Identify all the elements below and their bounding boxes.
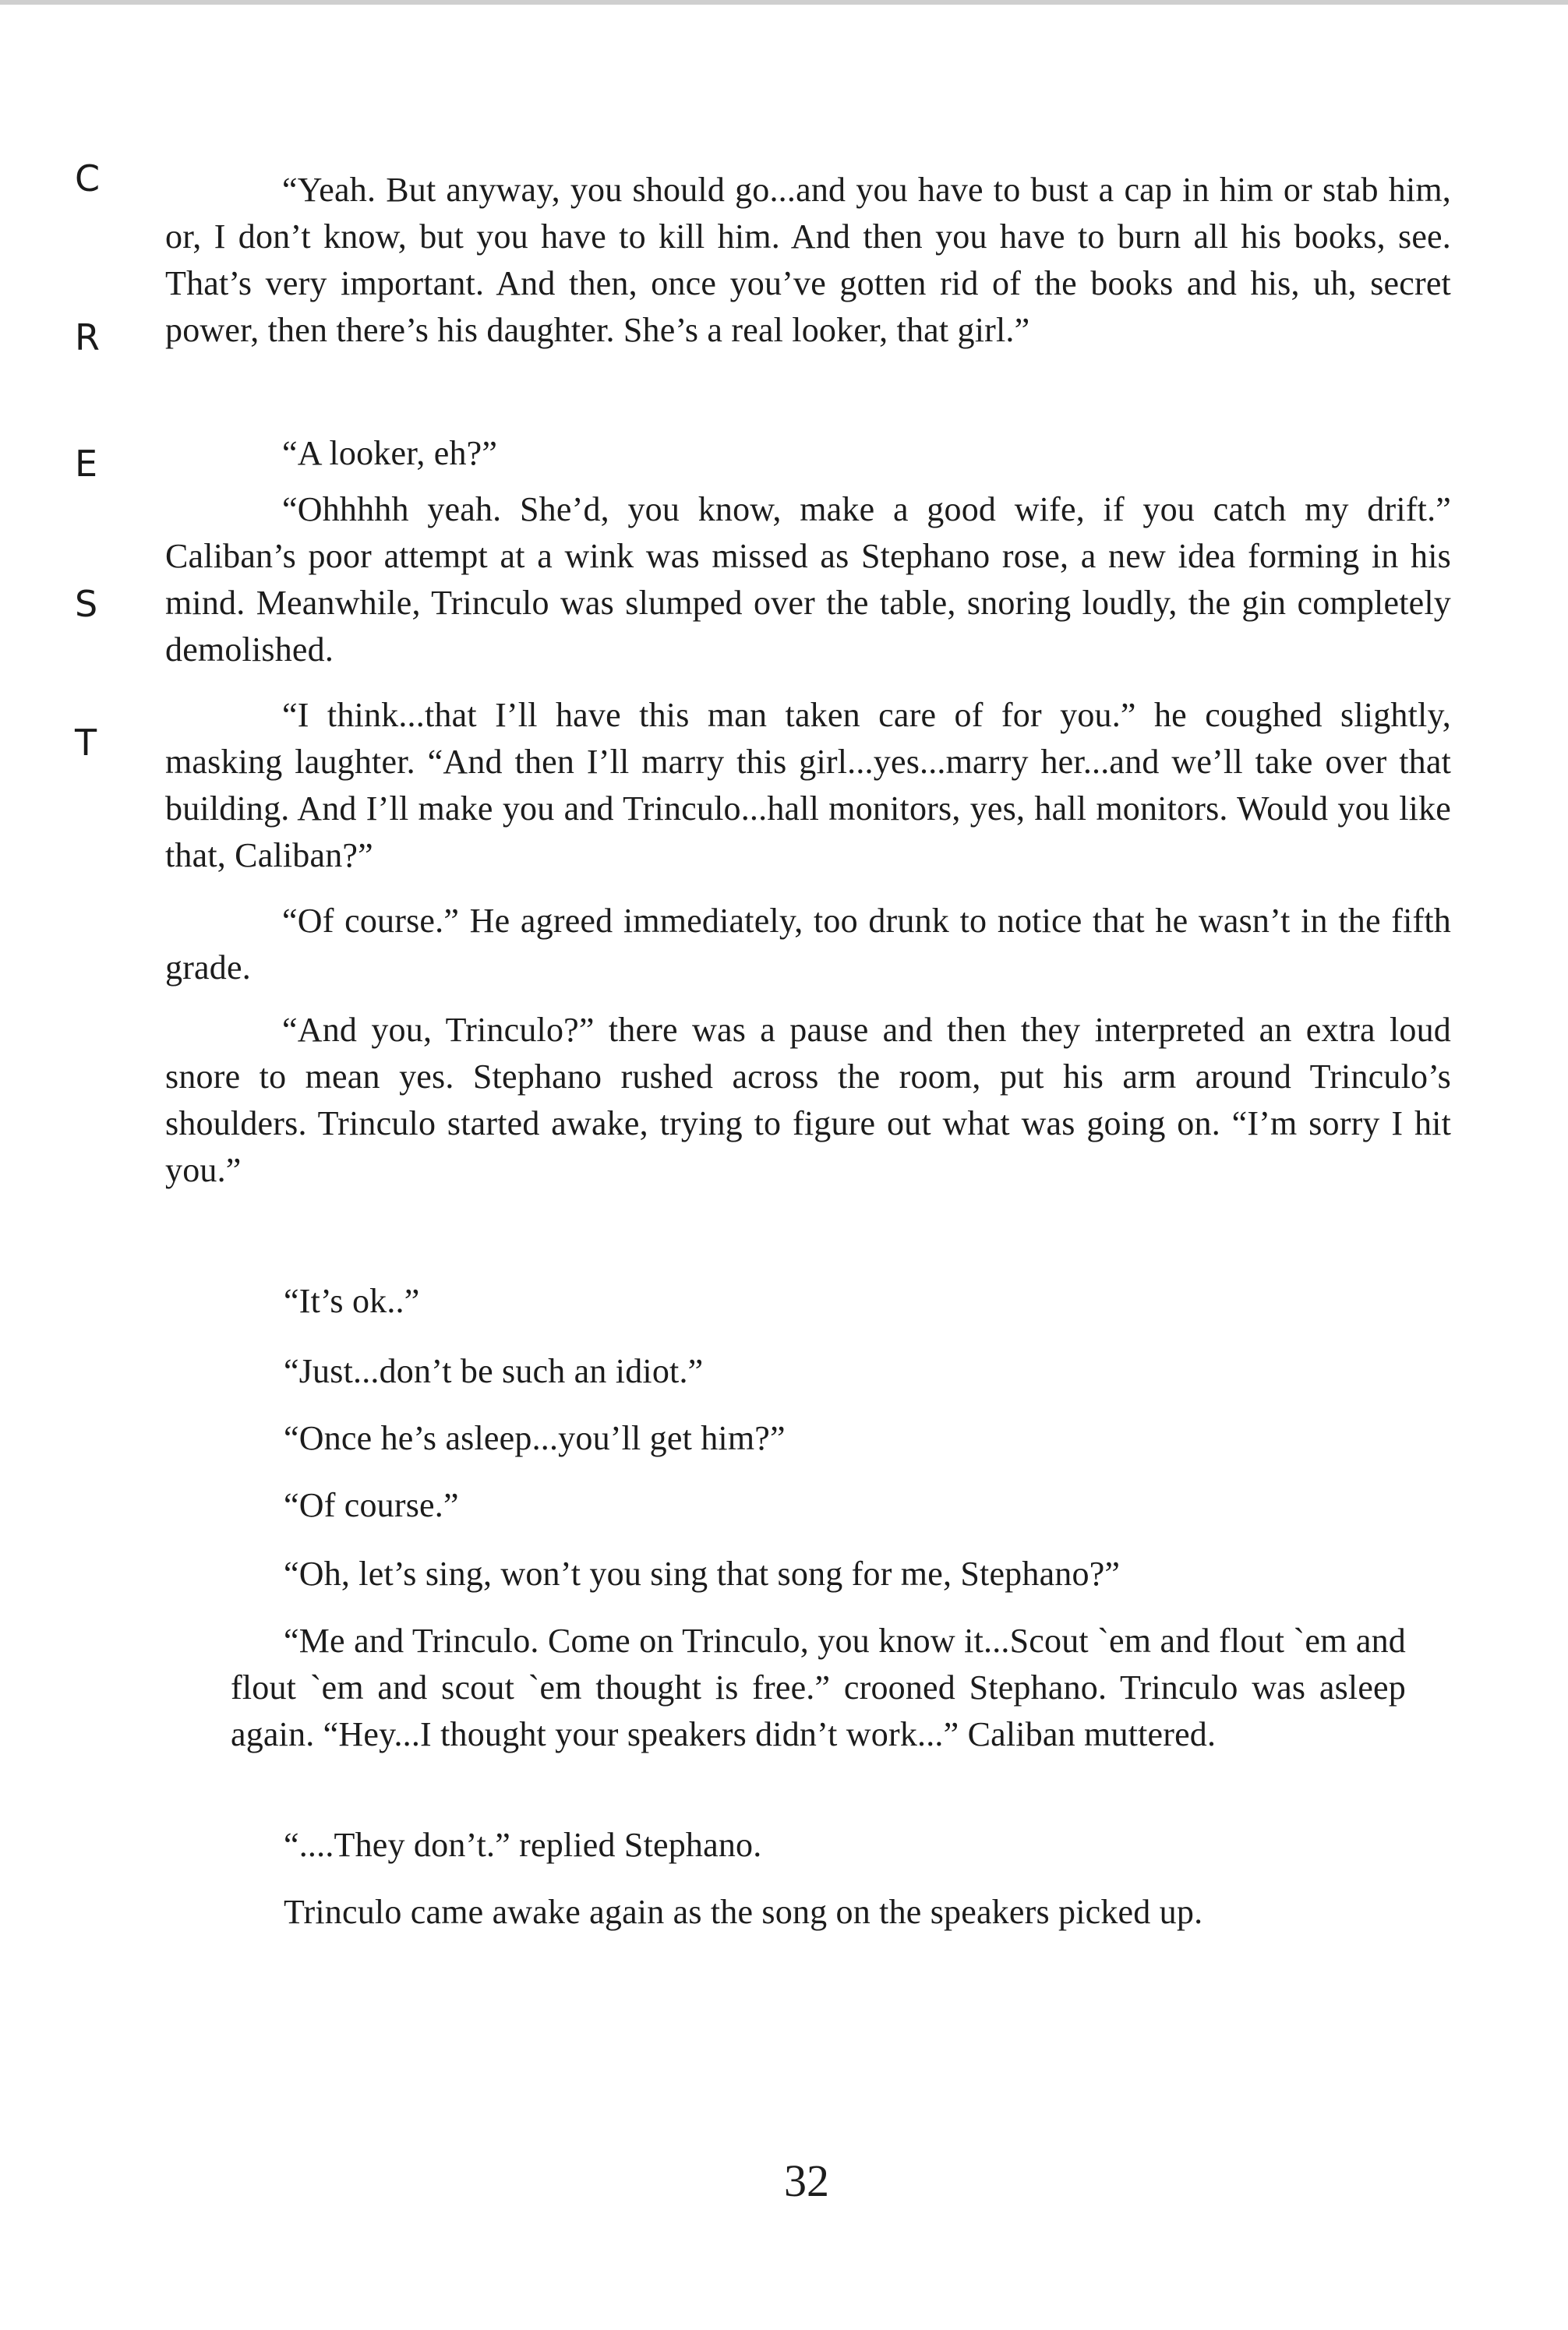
paragraph-3: “Ohhhhh yeah. She’d, you know, make a good wife, if you catch my drift.” Caliban’s poor attempt at a wink was missed as Stephano rose, a new idea forming in his mind. Meanwhile, Trinculo was slumped over the table, snoring loudly, the gin completely demolished.: [165, 490, 1451, 669]
margin-letter-c: C: [75, 157, 101, 199]
margin-letter-s: S: [75, 583, 98, 625]
paragraph-13: “....They don’t.” replied Stephano.: [284, 1826, 762, 1864]
margin-letter-e: E: [75, 443, 98, 485]
paragraph-10: “Of course.”: [284, 1486, 459, 1524]
paragraph-5: “Of course.” He agreed immediately, too drunk to notice that he wasn’t in the fifth grade.: [165, 902, 1451, 987]
scan-top-edge: [0, 0, 1568, 5]
page-number: 32: [784, 2155, 829, 2206]
paragraph-6: “And you, Trinculo?” there was a pause and then they interpreted an extra loud snore to mean yes. Stephano rushed across the room, put his arm around Trinculo’s shoulders. Trinculo started awake, trying to figure out what was going on. “I’m sorry I hit you.”: [165, 1011, 1451, 1189]
margin-letter-r: R: [75, 316, 100, 358]
paragraph-14: Trinculo came awake again as the song on the speakers picked up.: [284, 1893, 1203, 1931]
margin-letter-t: T: [75, 722, 97, 764]
paragraph-2: “A looker, eh?”: [282, 434, 498, 472]
paragraph-7: “It’s ok..”: [284, 1282, 420, 1320]
paragraph-11: “Oh, let’s sing, won’t you sing that song for me, Stephano?”: [284, 1555, 1121, 1593]
paragraph-9: “Once he’s asleep...you’ll get him?”: [284, 1419, 786, 1457]
paragraph-12: “Me and Trinculo. Come on Trinculo, you know it...Scout `em and flout `em and flout `em and scout `em thought is free.” crooned Stephano. Trinculo was asleep again. “Hey...I thought your speakers didn’t work...” Caliban muttered.: [231, 1622, 1406, 1753]
paragraph-8: “Just...don’t be such an idiot.”: [284, 1352, 704, 1390]
paragraph-4: “I think...that I’ll have this man taken care of for you.” he coughed slightly, masking laughter. “And then I’ll marry this girl...yes...marry her...and we’ll take over that building. And I’ll make you and Trinculo...hall monitors, yes, hall monitors. Would you like that, Caliban?”: [165, 696, 1451, 874]
paragraph-1: “Yeah. But anyway, you should go...and you have to bust a cap in him or stab him, or, I don’t know, but you have to kill him. And then you have to burn all his books, see. That’s very important. And then, once you’ve gotten rid of the books and his, uh, secret power, then there’s his daughter. She’s a real looker, that girl.”: [165, 171, 1451, 349]
